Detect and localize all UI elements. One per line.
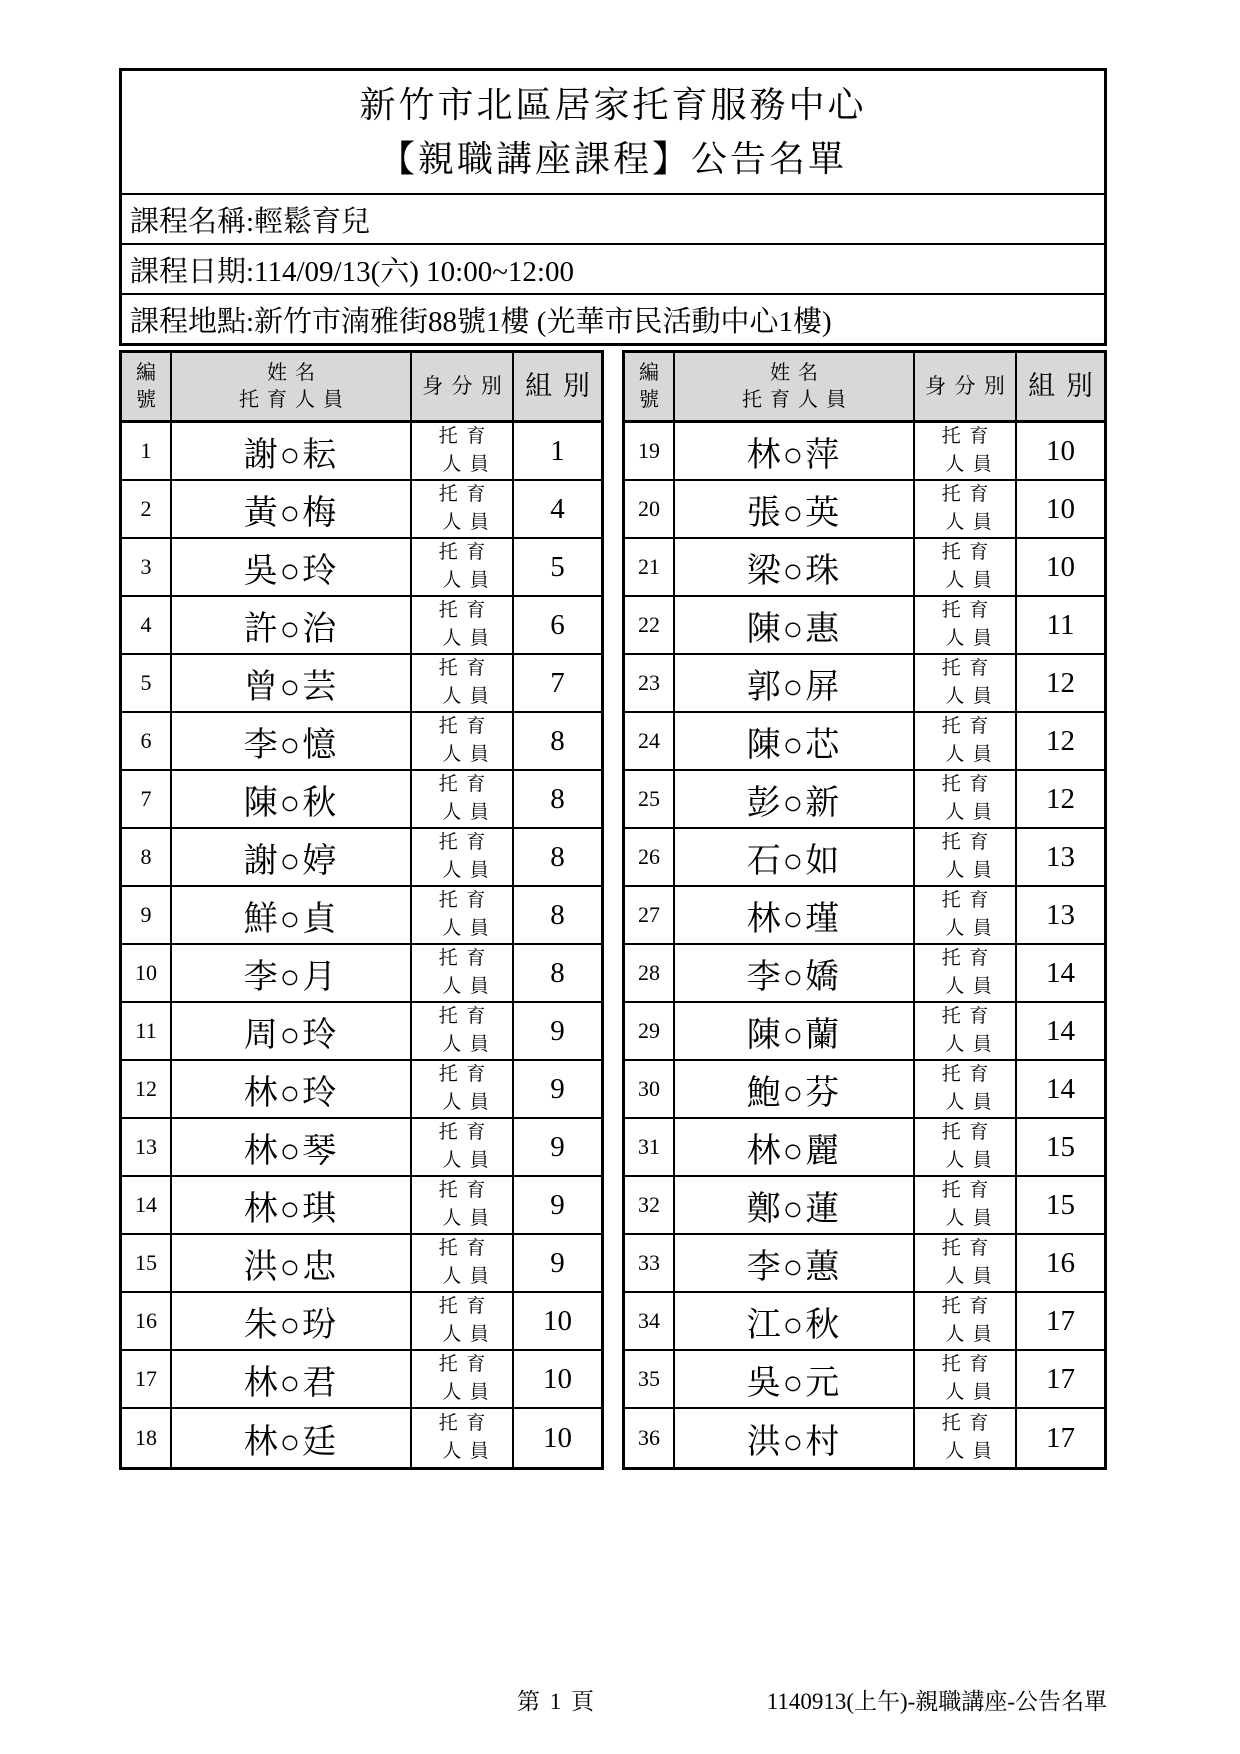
roster-tables — [119, 350, 1107, 1470]
name-cell: 謝○耘 — [172, 423, 412, 481]
identity-cell: 托育 人員 — [412, 945, 514, 1003]
row-number-cell: 6 — [122, 713, 172, 771]
name-cell: 石○如 — [675, 829, 915, 887]
group-cell: 14 — [1017, 1003, 1104, 1061]
row-number-cell: 9 — [122, 887, 172, 945]
identity-cell: 托育 人員 — [412, 887, 514, 945]
name-cell: 林○玲 — [172, 1061, 412, 1119]
group-cell: 15 — [1017, 1119, 1104, 1177]
identity-cell: 托育 人員 — [412, 1177, 514, 1235]
identity-cell: 托育 人員 — [412, 1003, 514, 1061]
row-number-cell: 10 — [122, 945, 172, 1003]
row-number-cell: 18 — [122, 1409, 172, 1467]
identity-cell: 托育 人員 — [412, 597, 514, 655]
identity-cell: 托育 人員 — [915, 1177, 1017, 1235]
identity-cell: 托育 人員 — [915, 829, 1017, 887]
identity-cell: 托育 人員 — [412, 481, 514, 539]
identity-cell: 托育 人員 — [915, 481, 1017, 539]
name-cell: 黃○梅 — [172, 481, 412, 539]
name-cell: 張○英 — [675, 481, 915, 539]
group-cell: 4 — [514, 481, 601, 539]
group-cell: 17 — [1046, 1421, 1075, 1454]
row-number-cell: 21 — [625, 539, 675, 597]
group-cell: 8 — [514, 829, 601, 887]
col-header-identity: 身分別 — [915, 353, 1017, 423]
group-cell: 17 — [1017, 1351, 1104, 1409]
name-cell: 朱○玢 — [172, 1293, 412, 1351]
name-cell: 彭○新 — [675, 771, 915, 829]
group-cell: 8 — [514, 771, 601, 829]
group-cell: 9 — [514, 1061, 601, 1119]
identity-cell: 托育 人員 — [915, 1003, 1017, 1061]
name-cell: 陳○蘭 — [675, 1003, 915, 1061]
roster-table-right — [622, 350, 1107, 1470]
document-header — [119, 68, 1107, 346]
row-number-cell: 1 — [122, 423, 172, 481]
identity-cell: 托育 人員 — [915, 1235, 1017, 1293]
name-cell: 郭○屏 — [675, 655, 915, 713]
group-cell: 9 — [514, 1119, 601, 1177]
col-header-identity: 身分別 — [412, 353, 514, 423]
identity-cell: 托育 人員 — [915, 1061, 1017, 1119]
row-number-cell: 15 — [122, 1235, 172, 1293]
row-number-cell: 34 — [625, 1293, 675, 1351]
group-cell: 8 — [514, 945, 601, 1003]
row-number-cell: 25 — [625, 771, 675, 829]
group-cell: 9 — [514, 1003, 601, 1061]
name-cell: 李○憶 — [172, 713, 412, 771]
row-number-cell: 13 — [122, 1119, 172, 1177]
name-cell: 林○瑾 — [675, 887, 915, 945]
group-cell: 10 — [1017, 539, 1104, 597]
org-title: 新竹市北區居家托育服務中心 — [359, 85, 867, 125]
name-cell: 林○麗 — [675, 1119, 915, 1177]
row-number-cell: 5 — [122, 655, 172, 713]
row-number-cell: 23 — [625, 655, 675, 713]
document-reference: 1140913(上午)-親職講座-公告名單 — [766, 1689, 1107, 1714]
col-header-number: 編 號 — [122, 353, 172, 423]
page-number: 第 1 頁 — [517, 1689, 596, 1714]
group-cell: 17 — [1017, 1293, 1104, 1351]
course-name-row: 課程名稱:輕鬆育兒 — [122, 193, 1104, 243]
name-cell: 曾○芸 — [172, 655, 412, 713]
row-number-cell: 33 — [625, 1235, 675, 1293]
name-cell: 林○君 — [172, 1351, 412, 1409]
row-number-cell: 35 — [625, 1351, 675, 1409]
identity-cell: 托育 人員 — [412, 539, 514, 597]
identity-cell: 托育 人員 — [915, 945, 1017, 1003]
identity-cell: 托育 人員 — [915, 655, 1017, 713]
name-cell: 陳○芯 — [675, 713, 915, 771]
group-cell: 1 — [514, 423, 601, 481]
col-header-group: 組別 — [514, 353, 601, 423]
identity-cell: 托育 人員 — [915, 887, 1017, 945]
group-cell: 14 — [1017, 945, 1104, 1003]
group-cell: 6 — [514, 597, 601, 655]
name-cell: 許○治 — [172, 597, 412, 655]
group-cell: 12 — [1017, 655, 1104, 713]
row-number-cell: 27 — [625, 887, 675, 945]
group-cell: 10 — [514, 1293, 601, 1351]
name-cell: 李○月 — [172, 945, 412, 1003]
group-cell: 8 — [514, 887, 601, 945]
name-cell: 梁○珠 — [675, 539, 915, 597]
group-cell: 14 — [1017, 1061, 1104, 1119]
row-number-cell: 20 — [625, 481, 675, 539]
name-cell: 李○蕙 — [675, 1235, 915, 1293]
row-number-cell: 32 — [625, 1177, 675, 1235]
identity-cell: 托育 人員 — [412, 713, 514, 771]
identity-cell: 托育 人員 — [412, 1061, 514, 1119]
row-number-cell: 36 — [625, 1409, 675, 1467]
group-cell: 10 — [1017, 423, 1104, 481]
roster-table-left — [119, 350, 604, 1470]
group-cell: 13 — [1017, 887, 1104, 945]
identity-cell: 托育 人員 — [412, 1119, 514, 1177]
name-cell: 周○玲 — [172, 1003, 412, 1061]
group-cell: 16 — [1017, 1235, 1104, 1293]
identity-cell: 托育 人員 — [412, 829, 514, 887]
identity-cell: 托育 人員 — [915, 1409, 1017, 1467]
row-number-cell: 12 — [122, 1061, 172, 1119]
course-location-row: 課程地點:新竹市湳雅街88號1樓 (光華市民活動中心1樓) — [122, 293, 1104, 343]
group-cell: 11 — [1017, 597, 1104, 655]
row-number-cell: 30 — [625, 1061, 675, 1119]
identity-cell: 托育 人員 — [915, 713, 1017, 771]
name-cell: 洪○村 — [675, 1409, 915, 1467]
name-cell: 謝○婷 — [172, 829, 412, 887]
name-cell: 陳○惠 — [675, 597, 915, 655]
group-cell: 13 — [1017, 829, 1104, 887]
group-cell: 10 — [514, 1351, 601, 1409]
row-number-cell: 16 — [122, 1293, 172, 1351]
name-cell: 吳○元 — [675, 1351, 915, 1409]
name-cell: 林○廷 — [172, 1409, 412, 1467]
col-header-name: 姓名 托育人員 — [172, 353, 412, 423]
identity-cell: 托育 人員 — [915, 539, 1017, 597]
group-cell: 7 — [514, 655, 601, 713]
identity-cell: 托育 人員 — [412, 655, 514, 713]
row-number-cell: 22 — [625, 597, 675, 655]
row-number-cell: 17 — [122, 1351, 172, 1409]
identity-cell: 托育 人員 — [412, 1293, 514, 1351]
row-number-cell: 4 — [122, 597, 172, 655]
col-header-number: 編 號 — [625, 353, 675, 423]
group-cell: 9 — [514, 1235, 601, 1293]
name-cell: 鄭○蓮 — [675, 1177, 915, 1235]
group-cell: 15 — [1017, 1177, 1104, 1235]
name-cell: 吳○玲 — [172, 539, 412, 597]
identity-cell: 托育 人員 — [915, 1119, 1017, 1177]
name-cell: 林○琴 — [172, 1119, 412, 1177]
document-page — [119, 68, 1107, 1715]
group-cell: 9 — [514, 1177, 601, 1235]
row-number-cell: 26 — [625, 829, 675, 887]
identity-cell: 托育 人員 — [412, 1351, 514, 1409]
identity-cell: 托育 人員 — [412, 1409, 514, 1467]
name-cell: 鮮○貞 — [172, 887, 412, 945]
identity-cell: 托育 人員 — [412, 1235, 514, 1293]
title-block — [122, 71, 1104, 193]
row-number-cell: 24 — [625, 713, 675, 771]
row-number-cell: 28 — [625, 945, 675, 1003]
doc-title: 【親職講座課程】公告名單 — [378, 139, 847, 179]
group-cell: 8 — [514, 713, 601, 771]
group-cell: 5 — [514, 539, 601, 597]
group-cell: 10 — [543, 1421, 572, 1454]
col-header-name: 姓名 托育人員 — [675, 353, 915, 423]
row-number-cell: 3 — [122, 539, 172, 597]
name-cell: 林○萍 — [675, 423, 915, 481]
name-cell: 李○嬌 — [675, 945, 915, 1003]
page-footer — [119, 1683, 1107, 1715]
row-number-cell: 29 — [625, 1003, 675, 1061]
identity-cell: 托育 人員 — [412, 423, 514, 481]
row-number-cell: 2 — [122, 481, 172, 539]
group-cell: 12 — [1017, 713, 1104, 771]
identity-cell: 托育 人員 — [915, 1293, 1017, 1351]
col-header-group: 組別 — [1017, 353, 1104, 423]
name-cell: 林○琪 — [172, 1177, 412, 1235]
identity-cell: 托育 人員 — [915, 423, 1017, 481]
row-number-cell: 8 — [122, 829, 172, 887]
course-date-row: 課程日期:114/09/13(六) 10:00~12:00 — [122, 243, 1104, 293]
name-cell: 鮑○芬 — [675, 1061, 915, 1119]
group-cell: 12 — [1017, 771, 1104, 829]
identity-cell: 托育 人員 — [412, 771, 514, 829]
identity-cell: 托育 人員 — [915, 1351, 1017, 1409]
row-number-cell: 7 — [122, 771, 172, 829]
name-cell: 江○秋 — [675, 1293, 915, 1351]
name-cell: 洪○忠 — [172, 1235, 412, 1293]
identity-cell: 托育 人員 — [915, 771, 1017, 829]
row-number-cell: 31 — [625, 1119, 675, 1177]
row-number-cell: 19 — [625, 423, 675, 481]
row-number-cell: 11 — [122, 1003, 172, 1061]
name-cell: 陳○秋 — [172, 771, 412, 829]
group-cell: 10 — [1017, 481, 1104, 539]
identity-cell: 托育 人員 — [915, 597, 1017, 655]
row-number-cell: 14 — [122, 1177, 172, 1235]
